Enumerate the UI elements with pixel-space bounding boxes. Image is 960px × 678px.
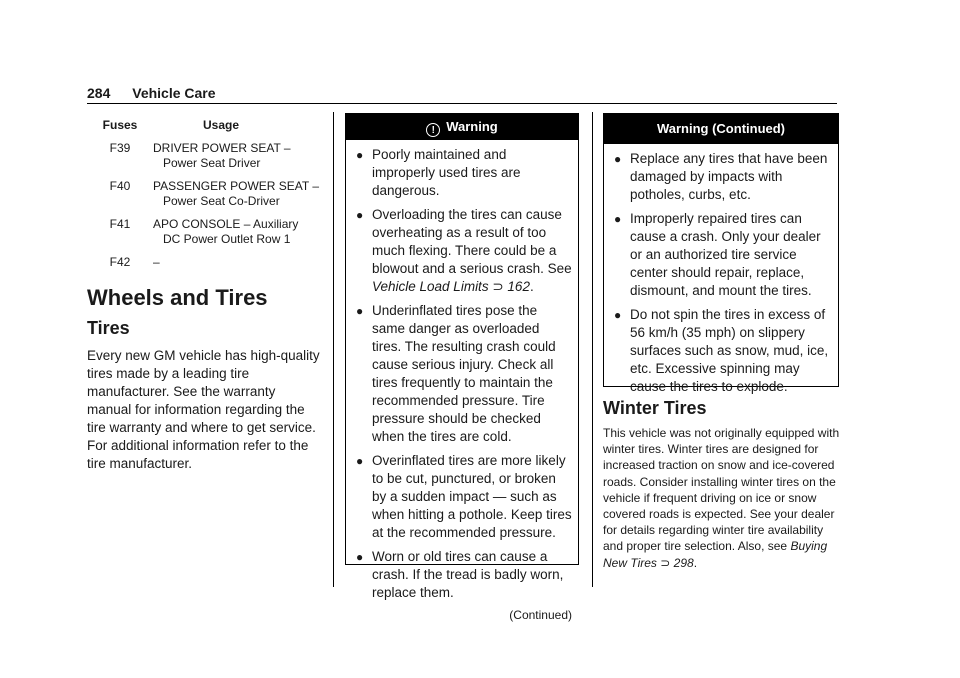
- tires-heading: Tires: [87, 318, 130, 338]
- warning-list: [604, 144, 838, 396]
- item-text: Overinflated tires are more likely to be cut, punctured, or broken by a sudden impact — such as when hitting a pothole. Keep tires at the recommended pressure.: [372, 453, 572, 540]
- header-rule: [87, 103, 837, 104]
- list-item: [614, 150, 832, 204]
- item-text: Poorly maintained and improperly used tires are dangerous.: [372, 147, 521, 198]
- tires-body: Every new GM vehicle has high-quality tires made by a leading tire manufacturer. See the warranty manual for information regarding the tire warranty and where to get service. For additional information refer to the tire manufacturer.: [87, 348, 320, 471]
- list-item: [356, 146, 572, 200]
- item-text: Replace any tires that have been damaged by impacts with potholes, curbs, etc.: [630, 151, 828, 202]
- winter-tires-heading: Winter Tires: [603, 398, 707, 418]
- list-item: [356, 452, 572, 542]
- section-title: Wheels and Tires: [87, 285, 268, 310]
- bullet-icon: ●: [356, 454, 364, 468]
- item-text: Do not spin the tires in excess of 56 km/h (35 mph) on slippery surfaces such as snow, mud, ice, etc. Excessive spinning may cause the tires to explode.: [630, 307, 829, 394]
- fuse-usage: [153, 179, 323, 209]
- fuse-table: [87, 118, 327, 278]
- usage-line-1: APO CONSOLE – Auxiliary: [153, 217, 299, 231]
- col-header-usage: Usage: [203, 118, 240, 132]
- usage-line-2: Power Seat Driver: [163, 156, 261, 170]
- col-header-fuses: Fuses: [102, 118, 138, 132]
- item-tail: .: [529, 279, 534, 294]
- bullet-icon: ●: [614, 308, 622, 322]
- usage-line-2: Power Seat Co-Driver: [163, 194, 280, 208]
- usage-line-1: PASSENGER POWER SEAT –: [153, 179, 320, 193]
- bullet-icon: ●: [614, 212, 622, 226]
- table-row: [87, 141, 327, 171]
- fuse-id: F42: [109, 255, 131, 269]
- column-divider-right: [592, 112, 593, 587]
- page-reference-icon: ⊃: [492, 279, 504, 294]
- bullet-icon: ●: [356, 550, 364, 564]
- page-reference-icon: ⊃: [660, 555, 671, 570]
- list-item: [356, 302, 572, 446]
- page-reference-link[interactable]: Vehicle Load Limits: [372, 279, 489, 294]
- bullet-icon: ●: [356, 208, 364, 222]
- body-tail: .: [693, 555, 698, 570]
- item-text: Improperly repaired tires can cause a crash. Only your dealer or an authorized tire service center should repair, replace, dismount, and mount the tires.: [630, 211, 821, 298]
- column-divider-left: [333, 112, 334, 587]
- fuse-usage: [153, 141, 323, 171]
- fuse-table-header: [87, 118, 327, 133]
- fuse-id: F39: [109, 141, 131, 155]
- list-item: [356, 548, 572, 602]
- warning-title: Warning: [446, 119, 498, 134]
- list-item: [614, 306, 832, 396]
- item-text: Underinflated tires pose the same danger as overloaded tires. The resulting crash could cause serious injury. Check all tires frequently to maintain the recommended pressure. Tire pressure should be checked when the tires are cold.: [372, 303, 556, 444]
- page-reference-number: 298: [673, 555, 694, 570]
- warning-icon: !: [426, 123, 440, 137]
- winter-tires-body: [603, 425, 841, 571]
- fuse-id: F40: [109, 179, 131, 193]
- usage-line-1: DRIVER POWER SEAT –: [153, 141, 291, 155]
- warning-list: [346, 140, 578, 602]
- body-text: This vehicle was not originally equipped with winter tires. Winter tires are designed for increased traction on snow and ice-covered roads. Consider installing winter tires on the vehicle if frequent driving on ice or snow covered roads is expected. See your dealer for details regarding winter tire availability and proper tire selection. Also, see: [603, 426, 840, 554]
- list-item: [356, 206, 572, 296]
- continued-label: (Continued): [509, 608, 572, 622]
- page-reference-number: 162: [507, 279, 530, 294]
- section-name: Vehicle Care: [132, 85, 216, 101]
- fuse-usage: –: [153, 255, 160, 269]
- warning-title: Warning (Continued): [656, 121, 786, 136]
- warning-box-continued: [603, 113, 839, 394]
- page-reference-link[interactable]: Buying New Tires: [603, 539, 828, 570]
- warning-header: [346, 114, 578, 140]
- fuse-id: F41: [109, 217, 131, 231]
- table-row: [87, 217, 327, 247]
- table-row: [87, 255, 327, 270]
- item-text: Worn or old tires can cause a crash. If the tread is badly worn, replace them.: [372, 549, 564, 600]
- warning-header: [604, 114, 838, 144]
- page-number: 284: [87, 85, 111, 101]
- item-text: Overloading the tires can cause overheating as a result of too much flexing. There could be a blowout and a serious crash. See: [372, 207, 572, 276]
- bullet-icon: ●: [614, 152, 622, 166]
- bullet-icon: ●: [356, 148, 364, 162]
- page-header: [87, 85, 216, 101]
- usage-line-2: DC Power Outlet Row 1: [163, 232, 291, 246]
- warning-box: [345, 113, 579, 622]
- list-item: [614, 210, 832, 300]
- bullet-icon: ●: [356, 304, 364, 318]
- fuse-usage: [153, 217, 323, 247]
- table-row: [87, 179, 327, 209]
